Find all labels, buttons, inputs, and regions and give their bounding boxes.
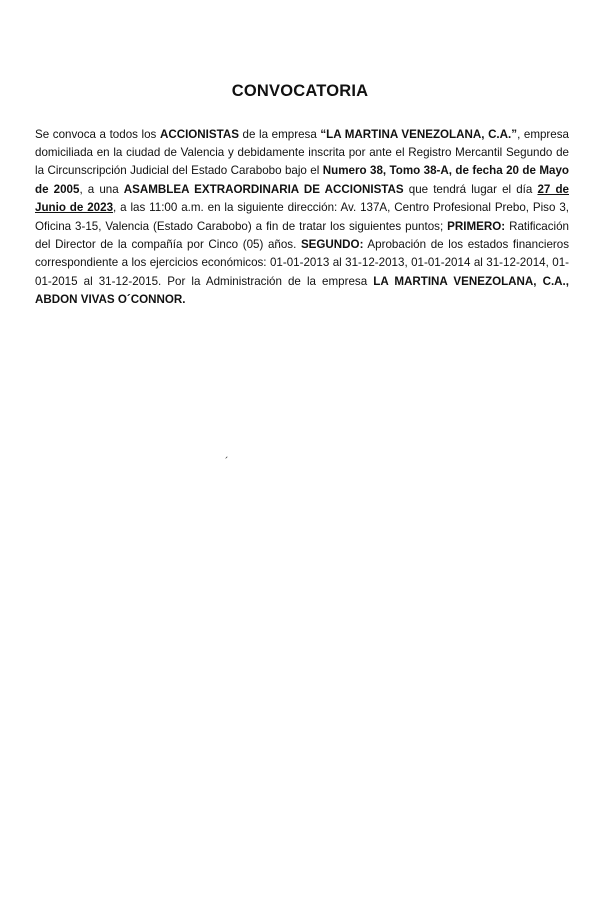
signatory: LA MARTINA VENEZOLANA, C.A., ABDON VIVAS O´CONNOR.: [35, 274, 569, 307]
convocation-paragraph: [35, 126, 569, 310]
assembly-type: ASAMBLEA EXTRAORDINARIA DE ACCIONISTAS: [123, 182, 404, 196]
shareholders-term: ACCIONISTAS: [159, 127, 239, 141]
text-segment: Ratificación del Director de la compañía por Cinco (05) años.: [35, 219, 570, 252]
registry-details: Numero 38, Tomo 38-A, de fecha 20 de Mayo de 2005: [35, 164, 569, 196]
text-segment: Se convoca a todos los: [35, 127, 160, 141]
stray-mark: ´: [225, 456, 229, 468]
text-segment: de la empresa: [238, 127, 321, 141]
text-segment: , a una: [79, 182, 124, 196]
point-one-label: PRIMERO:: [447, 219, 506, 233]
text-segment: , empresa domiciliada en la ciudad de Valencia y debidamente inscrita por ante el Registro Mercantil Segundo de la Circunscripción Judicial del Estado Carabobo bajo el: [35, 127, 569, 178]
text-segment: , a las 11:00 a.m. en la siguiente dirección: Av. 137A, Centro Profesional Prebo, Piso 3, Oficina 3-15, Valencia (Estado Carabobo) a fin de tratar los siguientes puntos;: [35, 201, 569, 233]
point-two-label: SEGUNDO:: [300, 238, 364, 252]
text-segment: que tendrá lugar el día: [403, 182, 538, 196]
text-segment: Aprobación de los estados financieros correspondiente a los ejercicios económicos: 01-01-2013 al 31-12-2013, 01-01-2014 al 31-12-2014, 01-01-2015 al 31-12-2015. Por la Administración de la empresa: [35, 238, 569, 288]
company-name: “LA MARTINA VENEZOLANA, C.A.”: [320, 127, 518, 141]
assembly-date: 27 de Junio de 2023: [35, 182, 569, 215]
document-title: CONVOCATORIA: [231, 82, 369, 100]
